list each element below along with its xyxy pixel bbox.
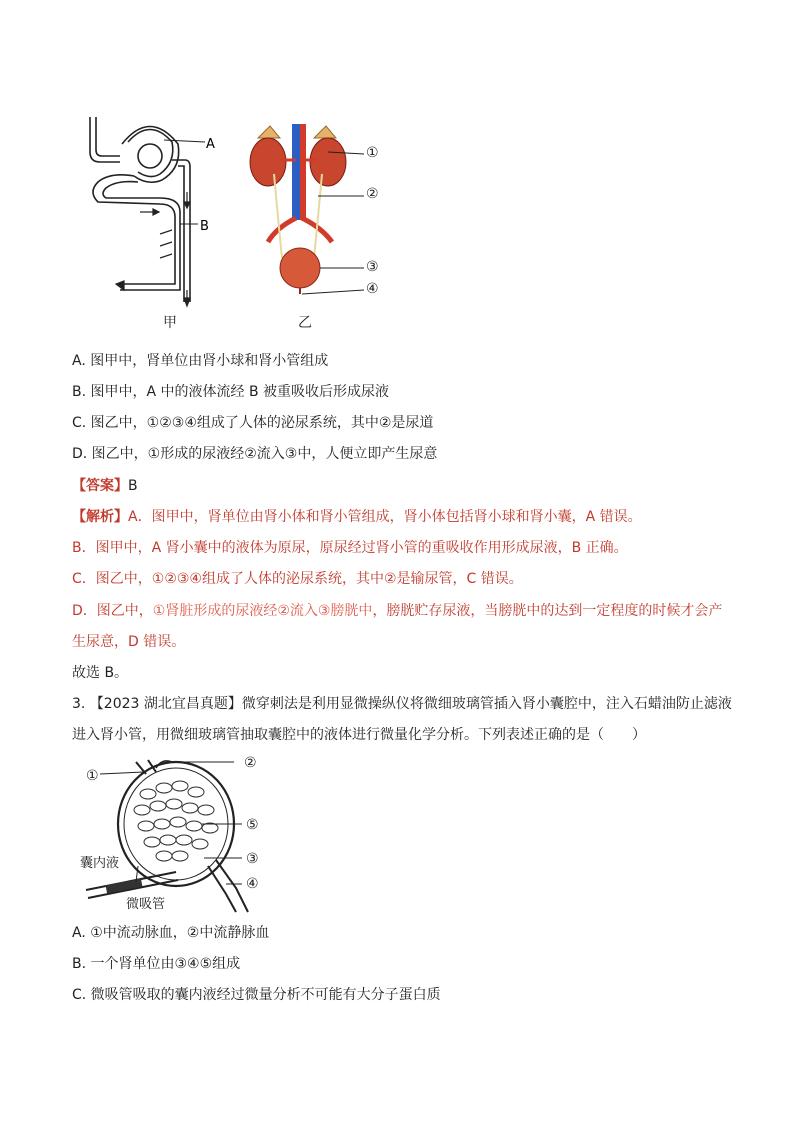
analysis-d-prefix: D．图乙中， — [72, 603, 153, 619]
q3-option-c: C. 微吸管吸取的囊内液经过微量分析不可能有大分子蛋白质 — [72, 987, 441, 1003]
nephron-diagram-jia — [80, 112, 230, 312]
q3-option-a: A. ①中流动脉血，②中流静脉血 — [72, 925, 270, 941]
q3-marker-5: ⑤ — [246, 817, 259, 833]
analysis-d-rest: ，膀胱贮存尿液，当膀胱中的达到一定程度的时候才会产 — [372, 603, 723, 619]
q2-option-c: C. 图乙中，①②③④组成了人体的泌尿系统，其中②是尿道 — [72, 415, 434, 431]
q3-marker-4: ④ — [246, 876, 259, 892]
q3-stem-line2: 进入肾小管，用微细玻璃管抽取囊腔中的液体进行微量化学分析。下列表述正确的是（ ） — [72, 727, 646, 743]
q3-marker-3: ③ — [246, 851, 259, 867]
q2-answer — [72, 476, 138, 496]
q3-option-b: B. 一个肾单位由③④⑤组成 — [72, 956, 241, 972]
label-b: B — [200, 219, 209, 234]
q2-analysis-d-cont: 生尿意，D 错误。 — [72, 634, 186, 650]
marker-4: ④ — [366, 281, 379, 297]
analysis-line-a: A．图甲中，肾单位由肾小体和肾小管组成，肾小体包括肾小球和肾小囊，A 错误。 — [128, 509, 642, 525]
analysis-tag: 【解析】 — [72, 509, 128, 525]
q2-option-b: B. 图甲中，A 中的液体流经 B 被重吸收后形成尿液 — [72, 384, 390, 400]
marker-3: ③ — [366, 259, 379, 275]
q2-analysis-d — [72, 601, 722, 621]
q3-fluid-label: 囊内液 — [80, 856, 120, 871]
q3-marker-1: ① — [86, 768, 99, 784]
q2-option-d: D. 图乙中，①形成的尿液经②流入③中，人便立即产生尿意 — [72, 446, 438, 462]
answer-tag: 【答案】 — [72, 478, 128, 494]
q2-option-a: A. 图甲中，肾单位由肾小球和肾小管组成 — [72, 353, 329, 369]
answer-value: B — [128, 478, 138, 494]
q3-marker-2: ② — [244, 755, 257, 771]
q2-analysis-b: B．图甲中，A 肾小囊中的液体为原尿，原尿经过肾小管的重吸收作用形成尿液，B 正确。 — [72, 540, 628, 556]
q2-conclusion: 故选 B。 — [72, 665, 129, 681]
marker-1: ① — [366, 145, 379, 161]
label-a: A — [206, 137, 215, 152]
marker-2: ② — [366, 186, 379, 202]
q3-pipette-label: 微吸管 — [126, 897, 166, 912]
caption-jia: 甲 — [163, 315, 177, 331]
analysis-d-highlight: ①肾脏形成的尿液经②流入③膀胱中 — [152, 603, 373, 619]
caption-yi: 乙 — [298, 315, 312, 331]
q2-analysis-c: C．图乙中，①②③④组成了人体的泌尿系统，其中②是输尿管，C 错误。 — [72, 571, 523, 587]
q3-stem-line1: 3. 【2023 湖北宜昌真题】微穿刺法是利用显微操纵仪将微细玻璃管插入肾小囊腔中，注入石蜡油防止滤液 — [72, 696, 732, 712]
q2-analysis-a — [72, 507, 642, 527]
